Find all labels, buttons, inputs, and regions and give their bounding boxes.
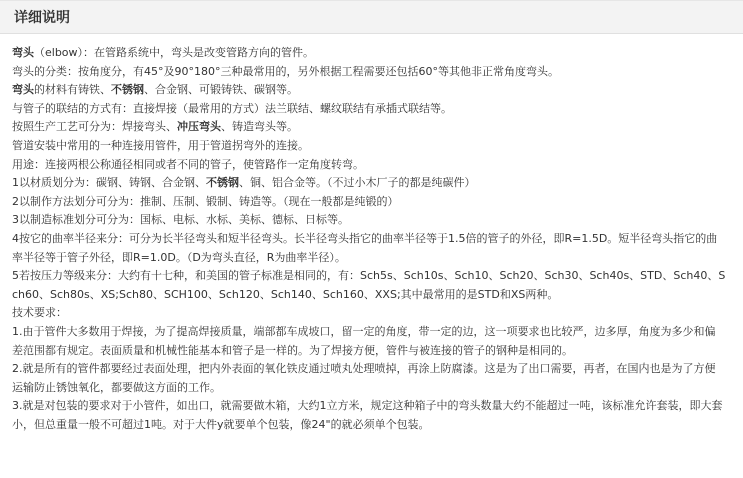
description-paragraph <box>12 156 726 175</box>
text-run: 2.就是所有的管件都要经过表面处理，把内外表面的氧化铁皮通过喷丸处理喷掉，再涂上防腐漆。这是为了出口需要，再者，在国内也是为了方便运输防止锈蚀氧化，都要做这方面的工作。 <box>12 362 716 394</box>
text-run: （elbow）：在管路系统中，弯头是改变管路方向的管件。 <box>34 46 315 59</box>
bold-term: 不锈钢 <box>206 176 239 190</box>
description-paragraph <box>12 100 726 119</box>
description-paragraph <box>12 81 726 100</box>
description-paragraph <box>12 267 726 304</box>
bold-term: 不锈钢 <box>111 83 144 97</box>
description-paragraph <box>12 360 726 397</box>
bold-term: 弯头 <box>12 83 34 97</box>
section-header <box>0 0 743 34</box>
text-run: 、铸造弯头等。 <box>221 120 298 134</box>
bold-term: 弯头 <box>12 46 34 59</box>
text-run: 技术要求： <box>12 306 67 320</box>
text-run: 用途：连接两根公称通径相同或者不同的管子，使管路作一定角度转弯。 <box>12 157 364 171</box>
text-run: 管道安装中常用的一种连接用管件，用于管道拐弯外的连接。 <box>12 138 309 152</box>
description-paragraph <box>12 137 726 156</box>
description-paragraph <box>12 230 726 267</box>
description-paragraph <box>12 118 726 137</box>
text-run: 的材料有铸铁、 <box>34 83 111 97</box>
description-paragraph <box>12 304 726 323</box>
description-content <box>0 34 726 434</box>
description-paragraph <box>12 174 726 193</box>
description-paragraph <box>12 193 726 212</box>
text-run: 、铜、铝合金等。（不过小木厂子的都是纯碳件） <box>239 176 476 190</box>
text-run: 、合金钢、可锻铸铁、碳钢等。 <box>144 83 298 97</box>
text-run: 3.就是对包装的要求对于小管件，如出口，就需要做木箱，大约1立方米，规定这种箱子中的弯头数量大约不能超过一吨，该标准允许套装，即大套小，但总重量一般不可超过1吨。对于大件y就要单个包装，像24"的就必须单个包装。 <box>12 399 723 431</box>
text-run: 按照生产工艺可分为：焊接弯头、 <box>12 120 177 134</box>
bold-term: 冲压弯头 <box>177 120 221 134</box>
text-run: 4按它的曲率半径来分：可分为长半径弯头和短半径弯头。长半径弯头指它的曲率半径等于1.5倍的管子的外径，即R=1.5D。短半径弯头指它的曲率半径等于管子外径，即R=1.0D。（D为弯头直径，R为曲率半径）。 <box>12 231 718 264</box>
description-paragraph <box>12 211 726 230</box>
description-paragraph <box>12 397 726 434</box>
text-run: 5若按压力等级来分：大约有十七种，和美国的管子标准是相同的，有：Sch5s、Sch10s、Sch10、Sch20、Sch30、Sch40s、STD、Sch40、Sch60、Sch80s、XS;Sch80、SCH100、Sch120、Sch140、Sch160、XXS;其中最常用的是STD和XS两种。 <box>12 269 726 301</box>
section-title: 详细说明 <box>14 10 70 26</box>
description-paragraph <box>12 63 726 82</box>
text-run: 弯头的分类：按角度分，有45°及90°180°三种最常用的，另外根据工程需要还包括60°等其他非正常角度弯头。 <box>12 64 559 78</box>
text-run: 1以材质划分为：碳钢、铸钢、合金钢、 <box>12 176 206 190</box>
description-paragraph <box>12 323 726 360</box>
description-paragraph <box>12 44 726 63</box>
text-run: 3以制造标准划分可分为：国标、电标、水标、美标、德标、日标等。 <box>12 213 349 227</box>
text-run: 1.由于管件大多数用于焊接，为了提高焊接质量，端部都车成坡口，留一定的角度，带一定的边，这一项要求也比较严，边多厚，角度为多少和偏差范围都有规定。表面质量和机械性能基本和管子是一样的。为了焊接方便，管件与被连接的管子的钢种是相同的。 <box>12 324 716 357</box>
text-run: 与管子的联结的方式有：直接焊接（最常用的方式）法兰联结、螺纹联结有承插式联结等。 <box>12 101 452 115</box>
text-run: 2以制作方法划分可分为：推制、压制、锻制、铸造等。（现在一般都是纯锻的） <box>12 194 399 208</box>
